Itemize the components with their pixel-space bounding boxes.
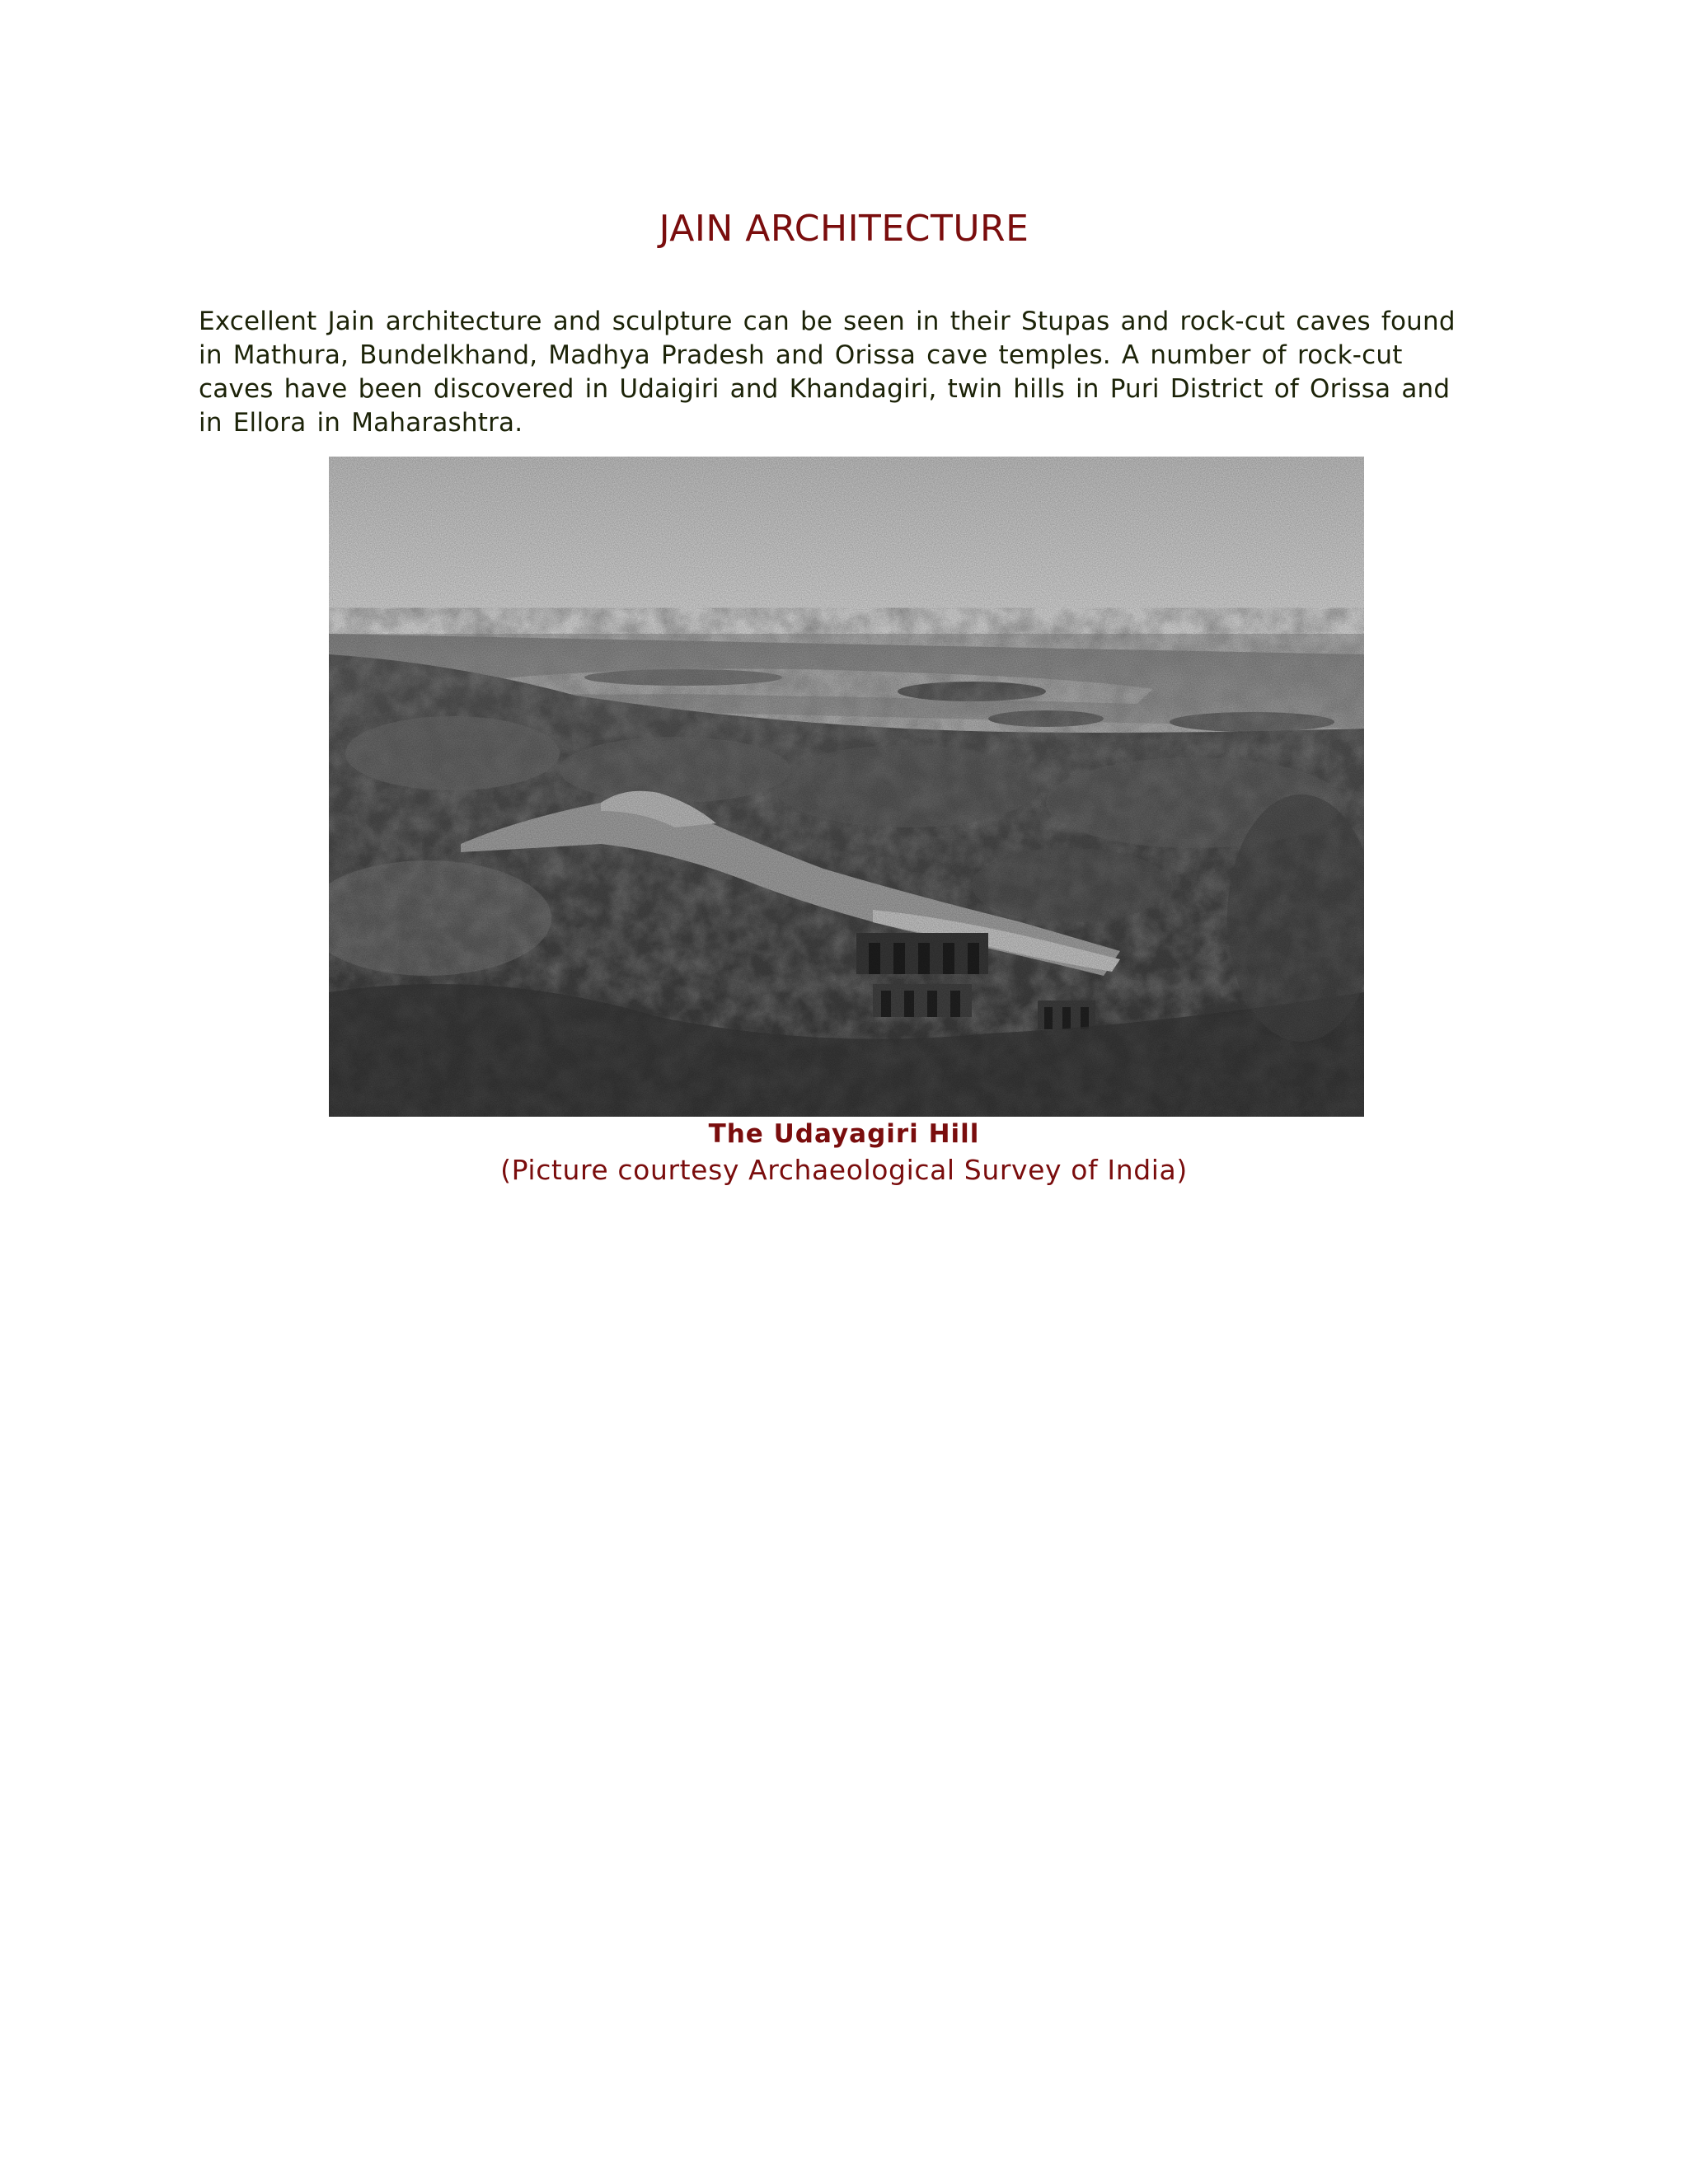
intro-paragraph: Excellent Jain architecture and sculpture can be seen in their Stupas and rock-cut caves found in Mathura, Bundelkhand, Madhya Pradesh and Orissa cave temples. A number of rock-cut caves have been discovered in Udaigiri and Khandagiri, twin hills in Puri District of Orissa and in Ellora in Maharashtra. xyxy=(199,307,1456,438)
figure-caption-title: The Udayagiri Hill xyxy=(708,1119,980,1149)
udayagiri-hill-photo xyxy=(329,457,1364,1117)
photo-illustration xyxy=(329,457,1364,1117)
page-title: JAIN ARCHITECTURE xyxy=(659,208,1029,250)
figure-caption-credit: (Picture courtesy Archaeological Survey of India) xyxy=(500,1154,1188,1186)
